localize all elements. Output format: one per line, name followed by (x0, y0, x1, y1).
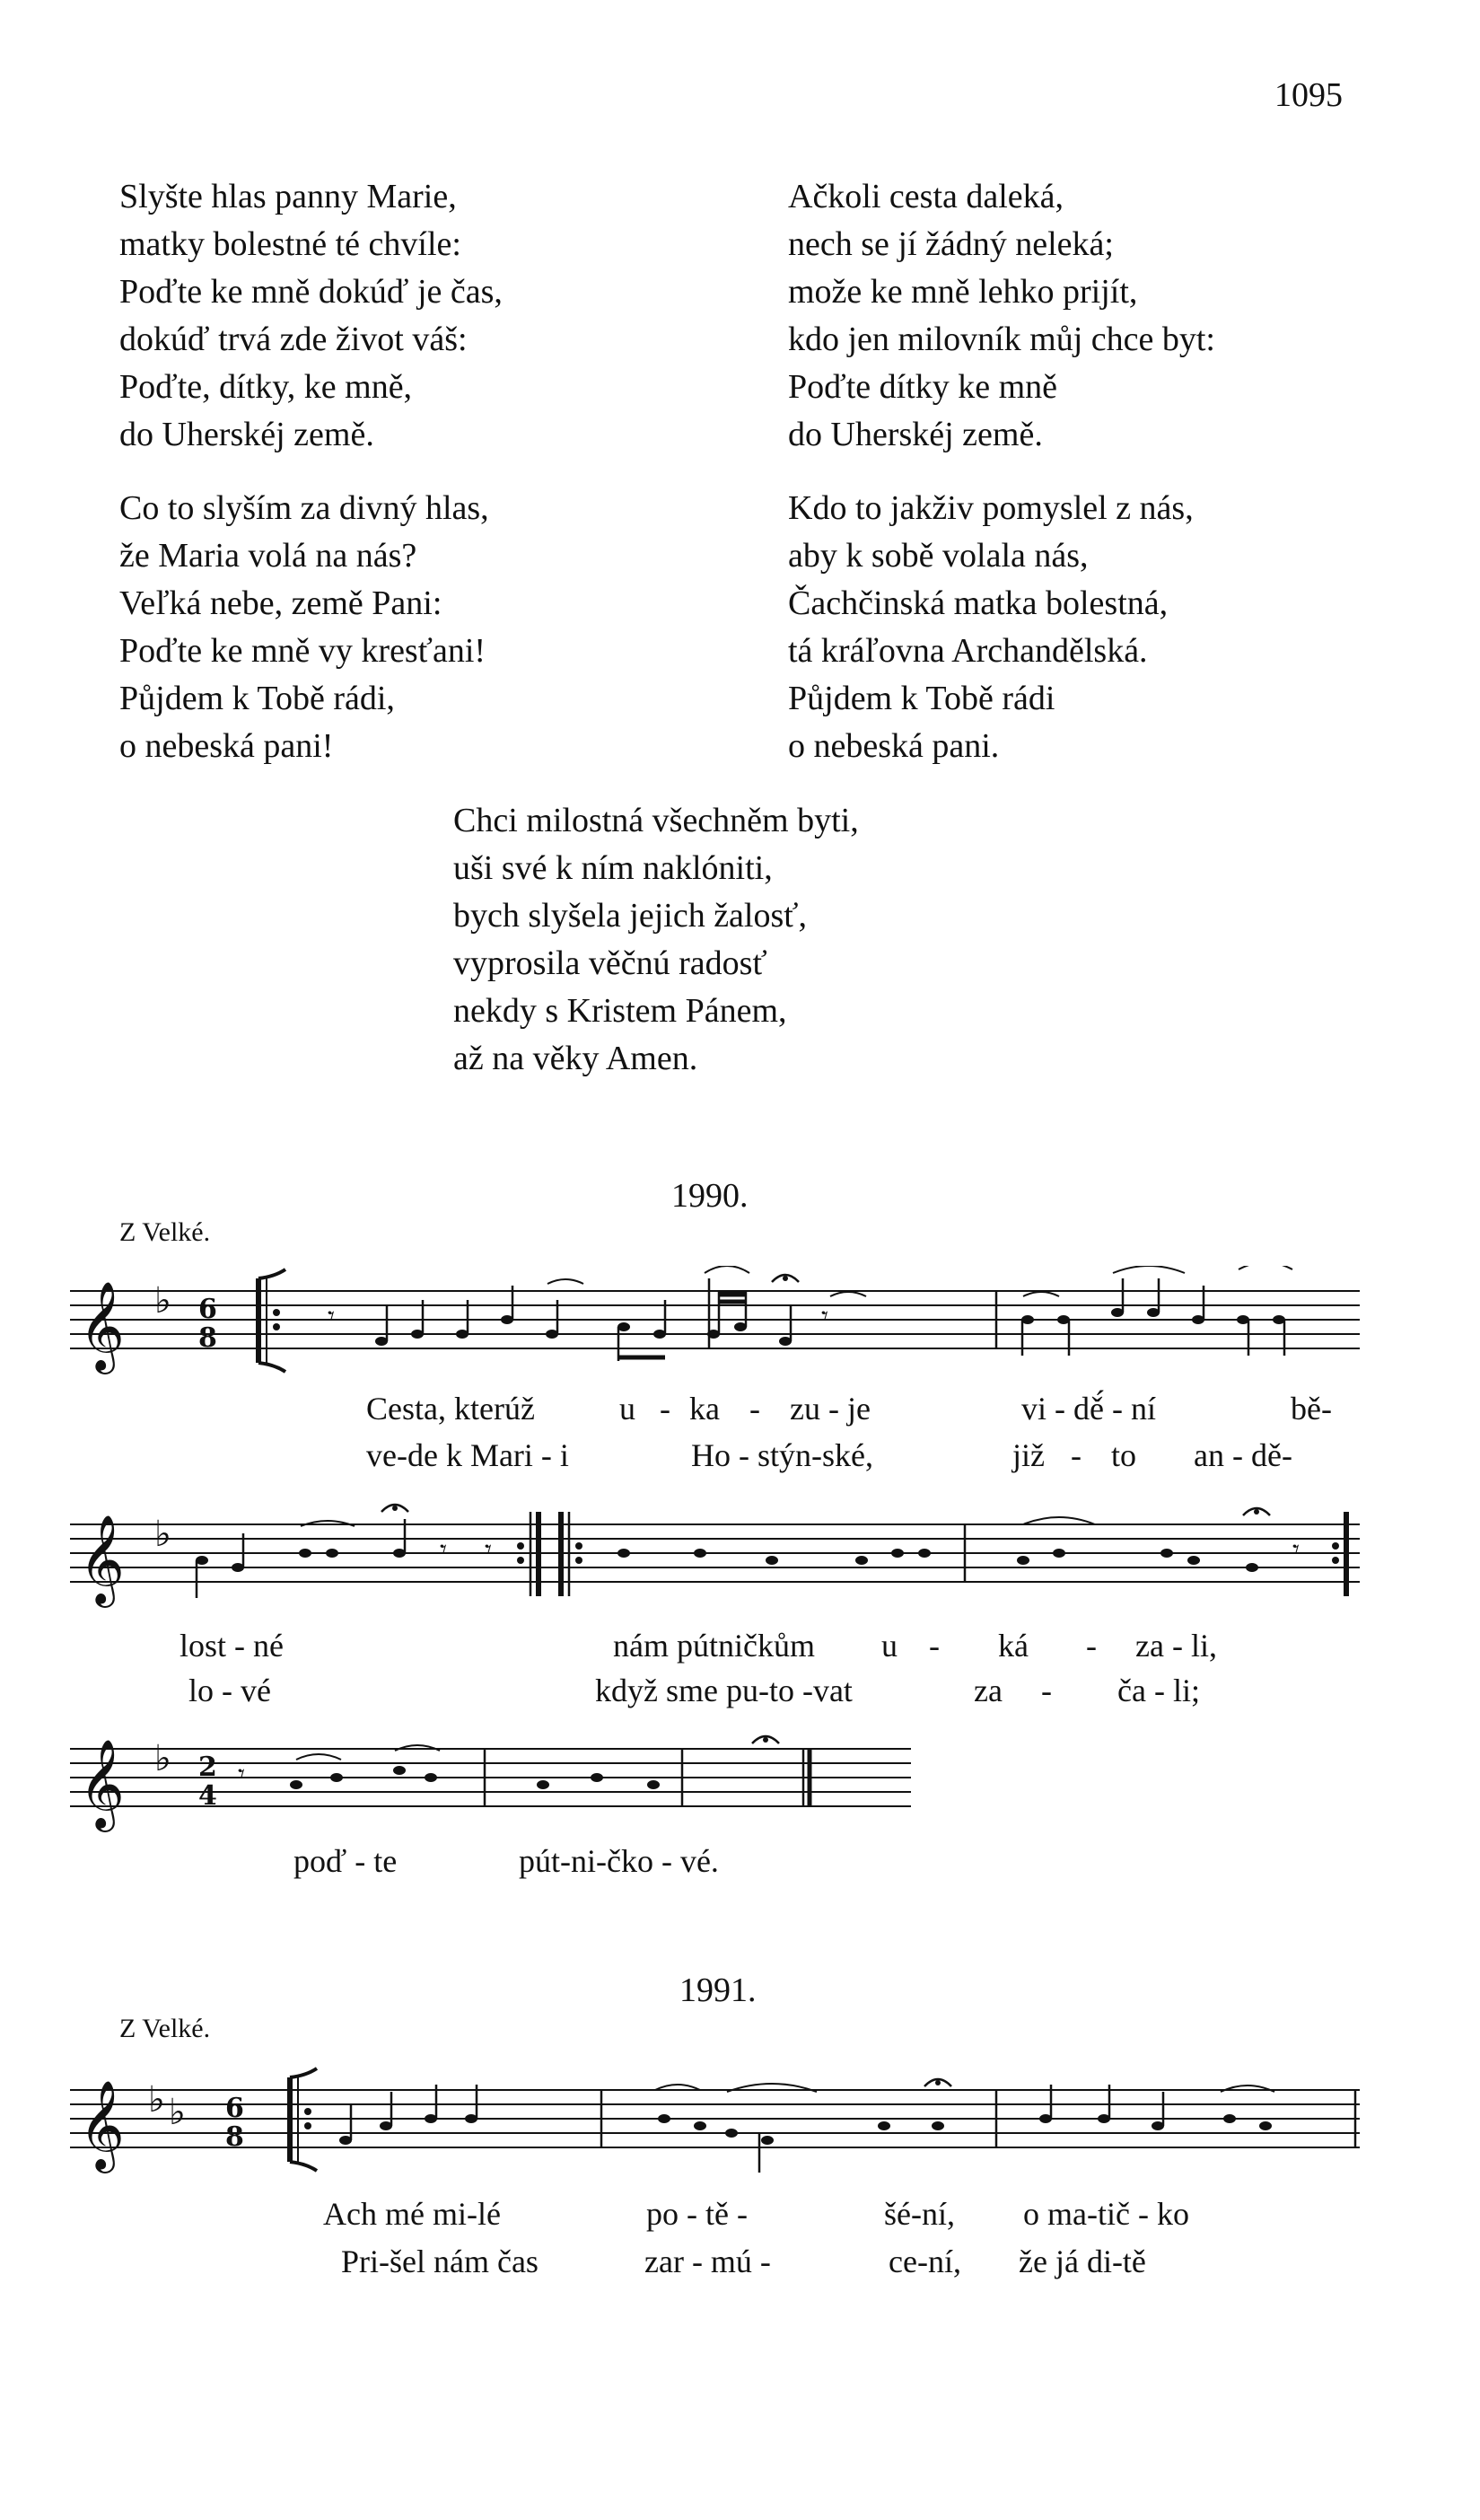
lyrics-verse-1: Ach mé mi-lé po - tě - šé-ní, o ma-tič - ko (323, 2196, 1189, 2232)
song-number: 1991. (679, 1971, 757, 2009)
music-staff (0, 1724, 1480, 1849)
svg-text:𝄾: 𝄾 (485, 1534, 492, 1566)
staff-lines (70, 1749, 911, 1806)
page-number: 1095 (1274, 76, 1343, 114)
svg-text:𝄾: 𝄾 (328, 1301, 335, 1332)
lyrics-verse-2: Pri-šel nám čas zar - mú - ce-ní, že já di-tě (341, 2243, 1146, 2279)
treble-clef-icon: 𝄞 (79, 1739, 125, 1829)
stanza-1: Slyšte hlas panny Marie, matky bolestné té chvíle: Poďte ke mně dokúď je čas, dokúď trvá zde život váš: Poďte, dítky, ke mně, do Uherskéj země. (119, 178, 503, 453)
time-signature-top: 2 (198, 1752, 217, 1783)
lyrics-verse-2: ve-de k Mari - i Ho - stýn-ské, již - to an - dě- (366, 1437, 1292, 1473)
svg-text:𝄾: 𝄾 (1292, 1534, 1300, 1566)
music-staff (0, 1499, 1480, 1625)
svg-text:𝄾: 𝄾 (238, 1759, 245, 1790)
flat-icon: ♭ (154, 1514, 171, 1555)
staff-lines (70, 1291, 1360, 1348)
music-staff (0, 2065, 1480, 2191)
song-origin: Z Velké. (119, 2014, 211, 2043)
time-signature-bottom: 4 (198, 1780, 217, 1812)
flat-icon: ♭ (154, 1280, 171, 1321)
fermata-icon (772, 1275, 799, 1282)
music-staff (0, 1266, 1480, 1392)
svg-text:𝄾: 𝄾 (440, 1534, 447, 1566)
lyrics-verse-2: lo - vé když sme pu-to -vat za - ča - li; (188, 1673, 1200, 1708)
staff-lines (70, 2090, 1360, 2147)
stanza-2: Ačkoli cesta daleká, nech se jí žádný neleká; može ke mně lehko prijít, kdo jen milovník můj chce byt: Poďte dítky ke mně do Uherskéj země. (788, 178, 1215, 453)
time-signature-bottom: 8 (225, 2121, 244, 2153)
fermata-icon (381, 1505, 1270, 1515)
slurs (296, 1745, 440, 1760)
time-signature-bottom: 8 (198, 1322, 217, 1354)
lyrics-verse-1: poď - te pút-ni-čko - vé. (293, 1843, 719, 1879)
flat-icon: ♭ (154, 1738, 171, 1779)
stanza-3: Co to slyším za divný hlas, že Maria volá na nás? Veľká nebe, země Pani: Poďte ke mně vy kresťani! Půjdem k Tobě rádi, o nebeská pani! (119, 489, 489, 765)
flat-icon: ♭ (148, 2079, 165, 2120)
song-number: 1990. (671, 1177, 749, 1215)
stanza-5: Chci milostná všechněm byti, uši své k ním naklóniti, bych slyšela jejich žalosť, vyprosila věčnú radosť nekdy s Kristem Pánem, až na věky Amen. (453, 802, 859, 1077)
notes (339, 2085, 1355, 2173)
time-signature-top: 6 (225, 2093, 244, 2124)
lyrics-verse-1: Cesta, kterúž u - ka - zu - je vi - dě́ - ní bě- (366, 1391, 1332, 1427)
fermata-icon (924, 2079, 951, 2086)
stanza-4: Kdo to jakživ pomyslel z nás, aby k sobě volala nás, Čachčinská matka bolestná, tá kráľovna Archandělská. Půjdem k Tobě rádi o nebeská pani. (788, 489, 1194, 765)
svg-text:𝄾: 𝄾 (821, 1301, 828, 1332)
song-origin: Z Velké. (119, 1217, 211, 1247)
lyrics-verse-1: lost - né nám pútničkům u - ká - za - li, (180, 1628, 1217, 1664)
flat-icon: ♭ (169, 2092, 186, 2133)
fermata-icon (752, 1736, 779, 1743)
treble-clef-icon: 𝄞 (79, 1515, 125, 1604)
time-signature-top: 6 (198, 1294, 217, 1325)
treble-clef-icon: 𝄞 (79, 1281, 125, 1371)
treble-clef-icon: 𝄞 (79, 2080, 125, 2170)
